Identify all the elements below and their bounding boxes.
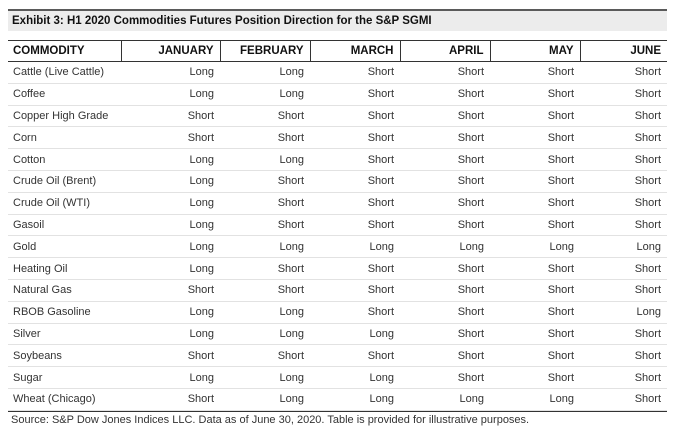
- position-cell: Short: [490, 323, 580, 345]
- position-cell: Long: [580, 236, 667, 258]
- position-cell: Long: [220, 236, 310, 258]
- position-cell: Long: [121, 236, 220, 258]
- position-cell: Short: [400, 149, 490, 171]
- position-cell: Short: [580, 127, 667, 149]
- position-cell: Short: [490, 170, 580, 192]
- commodity-name: Cattle (Live Cattle): [8, 62, 121, 84]
- position-cell: Short: [490, 279, 580, 301]
- table-row: [8, 192, 667, 214]
- commodity-name: Crude Oil (WTI): [8, 192, 121, 214]
- position-cell: Short: [220, 279, 310, 301]
- position-cell: Long: [121, 301, 220, 323]
- position-cell: Short: [310, 301, 400, 323]
- table-body: [8, 62, 667, 411]
- column-header-march: MARCH: [310, 41, 400, 62]
- position-cell: Short: [580, 83, 667, 105]
- column-header-january: JANUARY: [121, 41, 220, 62]
- position-cell: Short: [310, 345, 400, 367]
- position-cell: Short: [580, 323, 667, 345]
- position-cell: Long: [121, 367, 220, 389]
- position-cell: Short: [400, 301, 490, 323]
- position-cell: Long: [220, 323, 310, 345]
- position-cell: Short: [580, 105, 667, 127]
- table-row: [8, 258, 667, 280]
- position-cell: Short: [490, 62, 580, 84]
- table-row: [8, 62, 667, 84]
- position-cell: Long: [121, 323, 220, 345]
- exhibit-title: Exhibit 3: H1 2020 Commodities Futures Position Direction for the S&P SGMI: [12, 15, 432, 27]
- position-cell: Short: [310, 83, 400, 105]
- position-cell: Long: [220, 62, 310, 84]
- position-cell: Long: [121, 192, 220, 214]
- header-row: [8, 41, 667, 62]
- position-cell: Short: [121, 345, 220, 367]
- position-cell: Short: [580, 279, 667, 301]
- position-cell: Short: [580, 388, 667, 410]
- table-row: [8, 105, 667, 127]
- position-cell: Short: [490, 149, 580, 171]
- column-header-february: FEBRUARY: [220, 41, 310, 62]
- position-cell: Short: [310, 149, 400, 171]
- column-header-april: APRIL: [400, 41, 490, 62]
- table-row: [8, 367, 667, 389]
- position-cell: Short: [220, 192, 310, 214]
- column-header-may: MAY: [490, 41, 580, 62]
- position-cell: Short: [220, 258, 310, 280]
- position-cell: Long: [310, 367, 400, 389]
- position-cell: Short: [310, 214, 400, 236]
- position-cell: Short: [490, 192, 580, 214]
- source-note: Source: S&P Dow Jones Indices LLC. Data as of June 30, 2020. Table is provided for illustrative purposes.: [8, 411, 667, 426]
- position-cell: Short: [121, 127, 220, 149]
- position-cell: Short: [400, 192, 490, 214]
- position-cell: Short: [400, 105, 490, 127]
- column-header-commodity: COMMODITY: [8, 41, 121, 62]
- position-cell: Short: [310, 62, 400, 84]
- position-cell: Short: [310, 258, 400, 280]
- position-cell: Short: [490, 127, 580, 149]
- position-cell: Short: [310, 279, 400, 301]
- table-row: [8, 170, 667, 192]
- position-cell: Short: [400, 127, 490, 149]
- table-row: [8, 345, 667, 367]
- title-bar: [8, 9, 667, 31]
- commodity-name: Gold: [8, 236, 121, 258]
- position-cell: Short: [121, 105, 220, 127]
- position-cell: Short: [490, 83, 580, 105]
- table-row: [8, 83, 667, 105]
- commodity-name: Gasoil: [8, 214, 121, 236]
- position-cell: Short: [220, 127, 310, 149]
- position-cell: Long: [220, 301, 310, 323]
- position-cell: Short: [220, 345, 310, 367]
- commodity-name: RBOB Gasoline: [8, 301, 121, 323]
- position-cell: Short: [580, 192, 667, 214]
- position-cell: Long: [121, 62, 220, 84]
- position-cell: Short: [400, 258, 490, 280]
- commodity-name: Corn: [8, 127, 121, 149]
- position-cell: Short: [400, 345, 490, 367]
- positions-table: [8, 40, 667, 411]
- position-cell: Short: [220, 214, 310, 236]
- position-cell: Short: [490, 214, 580, 236]
- commodity-name: Heating Oil: [8, 258, 121, 280]
- position-cell: Short: [580, 214, 667, 236]
- position-cell: Short: [490, 258, 580, 280]
- position-cell: Short: [580, 345, 667, 367]
- position-cell: Long: [220, 149, 310, 171]
- position-cell: Short: [400, 214, 490, 236]
- commodity-name: Soybeans: [8, 345, 121, 367]
- position-cell: Long: [220, 83, 310, 105]
- position-cell: Short: [490, 301, 580, 323]
- table-row: [8, 127, 667, 149]
- position-cell: Short: [490, 345, 580, 367]
- position-cell: Short: [400, 170, 490, 192]
- position-cell: Long: [490, 236, 580, 258]
- table-row: [8, 149, 667, 171]
- position-cell: Long: [121, 149, 220, 171]
- position-cell: Long: [121, 258, 220, 280]
- table-row: [8, 279, 667, 301]
- position-cell: Short: [220, 105, 310, 127]
- position-cell: Short: [490, 105, 580, 127]
- table-row: [8, 388, 667, 410]
- position-cell: Short: [580, 258, 667, 280]
- position-cell: Short: [400, 279, 490, 301]
- position-cell: Short: [220, 170, 310, 192]
- commodity-name: Natural Gas: [8, 279, 121, 301]
- position-cell: Short: [310, 170, 400, 192]
- position-cell: Short: [580, 149, 667, 171]
- position-cell: Short: [400, 323, 490, 345]
- position-cell: Short: [490, 367, 580, 389]
- position-cell: Long: [400, 236, 490, 258]
- column-header-june: JUNE: [580, 41, 667, 62]
- position-cell: Long: [310, 388, 400, 410]
- position-cell: Short: [400, 62, 490, 84]
- commodity-name: Coffee: [8, 83, 121, 105]
- position-cell: Long: [121, 170, 220, 192]
- position-cell: Short: [121, 279, 220, 301]
- commodity-name: Sugar: [8, 367, 121, 389]
- position-cell: Long: [310, 236, 400, 258]
- position-cell: Long: [580, 301, 667, 323]
- position-cell: Short: [400, 83, 490, 105]
- position-cell: Long: [220, 388, 310, 410]
- position-cell: Short: [580, 170, 667, 192]
- position-cell: Short: [121, 388, 220, 410]
- table-row: [8, 236, 667, 258]
- table-row: [8, 301, 667, 323]
- position-cell: Short: [580, 62, 667, 84]
- position-cell: Long: [400, 388, 490, 410]
- position-cell: Long: [121, 214, 220, 236]
- commodity-name: Wheat (Chicago): [8, 388, 121, 410]
- table-row: [8, 323, 667, 345]
- position-cell: Long: [310, 323, 400, 345]
- position-cell: Short: [400, 367, 490, 389]
- table-row: [8, 214, 667, 236]
- commodity-name: Cotton: [8, 149, 121, 171]
- position-cell: Long: [220, 367, 310, 389]
- position-cell: Short: [580, 367, 667, 389]
- position-cell: Long: [121, 83, 220, 105]
- position-cell: Short: [310, 105, 400, 127]
- commodity-name: Copper High Grade: [8, 105, 121, 127]
- position-cell: Long: [490, 388, 580, 410]
- commodity-name: Silver: [8, 323, 121, 345]
- commodity-name: Crude Oil (Brent): [8, 170, 121, 192]
- position-cell: Short: [310, 192, 400, 214]
- position-cell: Short: [310, 127, 400, 149]
